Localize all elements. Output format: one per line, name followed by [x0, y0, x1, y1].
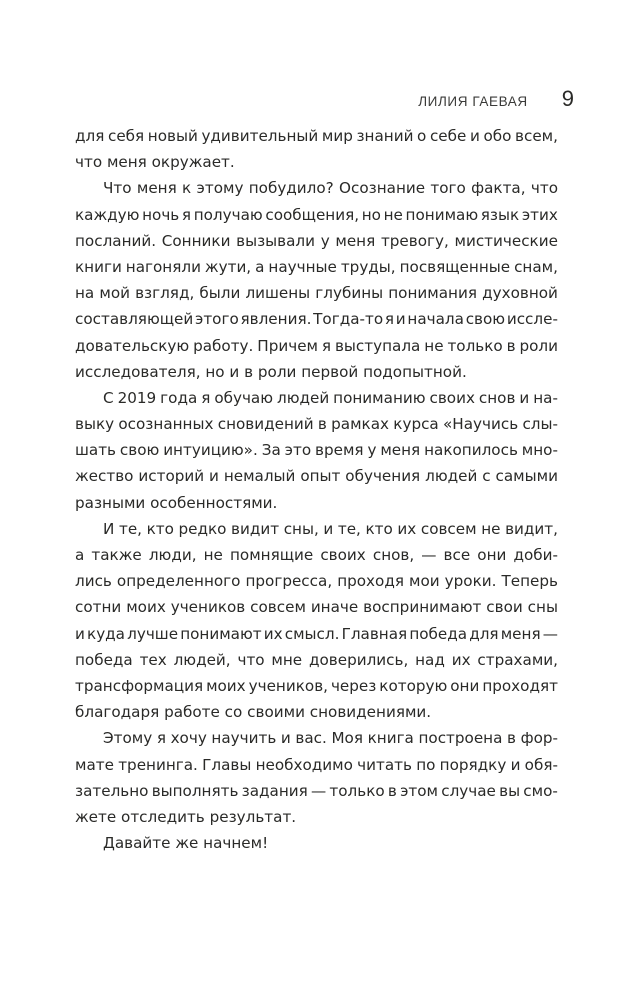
text-line: И те, кто редко видит сны, и те, кто их совсем не видит,: [103, 519, 558, 538]
text-line: на мой взгляд, были лишены глубины понимания духовной: [75, 284, 558, 303]
text-line: жете отследить результат.: [75, 807, 297, 826]
paragraph: [75, 830, 558, 856]
text-line: лись определенного прогресса, проходя мои уроки. Теперь: [75, 572, 558, 591]
running-header: [418, 86, 574, 112]
text-line: зательно выполнять задания — только в этом случае вы смо-: [75, 781, 558, 800]
paragraph: [75, 385, 558, 516]
text-line: посланий. Сонники вызывали у меня тревогу, мистические: [75, 231, 558, 250]
paragraph: [75, 123, 558, 175]
text-line: составляющей этого явления. Тогда-то я и начала свою иссле-: [75, 310, 558, 329]
text-line: для себя новый удивительный мир знаний о себе и обо всем,: [75, 127, 558, 145]
text-line: сотни моих учеников совсем иначе воспринимают свои сны: [75, 598, 558, 617]
text-line: шать свою интуицию». За это время у меня накопилось мно-: [75, 441, 558, 460]
text-line: жество историй и немалый опыт обучения людей с самыми: [75, 467, 558, 486]
text-line: победа тех людей, что мне доверились, над их страхами,: [75, 650, 558, 669]
text-line: а также люди, не помнящие своих снов, — все они доби-: [75, 546, 558, 564]
paragraph: [75, 725, 558, 830]
text-line: довательскую работу. Причем я выступала не только в роли: [75, 336, 558, 355]
text-line: и куда лучше понимают их смысл. Главная победа для меня —: [75, 624, 558, 643]
text-line: Давайте же начнем!: [103, 834, 269, 853]
text-line: каждую ночь я получаю сообщения, но не понимаю язык этих: [75, 205, 558, 224]
text-line: С 2019 года я обучаю людей пониманию своих снов и на-: [103, 388, 558, 407]
text-line: исследователя, но и в роли первой подопытной.: [75, 362, 467, 381]
text-line: Что меня к этому побудило? Осознание того факта, что: [103, 179, 558, 198]
paragraph: [75, 516, 558, 726]
text-line: книги нагоняли жути, а научные труды, посвященные снам,: [75, 257, 558, 276]
author-name: ЛИЛИЯ ГАЕВАЯ: [418, 94, 528, 109]
text-line: трансформация моих учеников, через которую они проходят: [75, 676, 558, 695]
text-line: мате тренинга. Главы необходимо читать по порядку и обя-: [75, 755, 558, 774]
page-number: 9: [561, 86, 574, 111]
text-line: разными особенностями.: [75, 493, 278, 512]
body-text: [75, 123, 558, 856]
text-line: Этому я хочу научить и вас. Моя книга построена в фор-: [103, 729, 558, 748]
text-line: благодаря работе со своими сновидениями.: [75, 703, 432, 722]
text-line: выку осознанных сновидений в рамках курса «Научись слы-: [75, 415, 558, 434]
paragraph: [75, 175, 558, 385]
text-line: что меня окружает.: [75, 153, 235, 172]
